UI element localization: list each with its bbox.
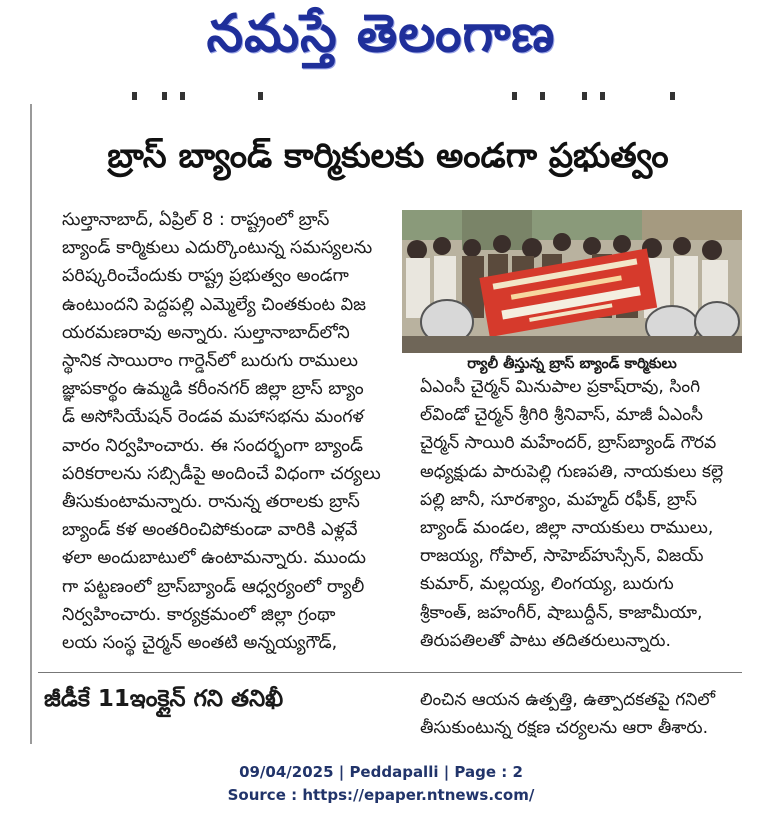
article-divider: [38, 672, 742, 673]
article-headline: బ్రాస్ బ్యాండ్ కార్మికులకు అండగా ప్రభుత్వం: [107, 136, 669, 176]
top-rule-marks: [30, 92, 762, 106]
footer-source-line: Source : https://epaper.ntnews.com/: [227, 786, 535, 804]
page-left-border: [30, 104, 32, 744]
photo-caption: ర్యాలీ తీస్తున్న బ్రాస్ బ్యాండ్ కార్మికులు: [467, 356, 677, 372]
rally-photo: [402, 210, 742, 353]
article-body-right-column: ఏఎంసీ చైర్మన్ మినుపాల ప్రకాష్‌రావు, సింగి ల్‌విండో చైర్మన్ శ్రీగిరి శ్రీనివాస్, మాజీ ఏఎంసీ చైర్మన్ సాయిరి మహేందర్, బ్రాస్‌బ్యాండ్ గౌరవ అధ్యక్షుడు పారుపెల్లి గుణపతి, నాయకులు కల్లె పల్లి జానీ, సూరశ్యాం, మహ్మద్ రఫీక్, బ్రాస్ బ్యాండ్ మండల, జిల్లా నాయకులు రాములు, రాజయ్య, గోపాల్, సాహెబ్‌హుస్సేన్, విజయ్ కుమార్, మల్లయ్య, లింగయ్య, బురుగు శ్రీకాంత్, జహంగీర్, షాబుద్దీన్, కాజామీయా, తిరుపతిలతో పాటు తదితరులున్నారు.: [420, 377, 724, 651]
second-article-headline: జీడీకే 11ఇంక్లైన్ గని తనిఖీ: [44, 686, 284, 712]
footer-date-line: 09/04/2025 | Peddapalli | Page : 2: [239, 763, 523, 781]
masthead: [0, 0, 762, 80]
second-article-body: లించిన ఆయన ఉత్పత్తి, ఉత్పాదకతపై గనిలో తీసుకుంటున్న రక్షణ చర్యలను ఆరా తీశారు.: [420, 690, 716, 738]
article-body-left-column: సుల్తానాబాద్, ఏప్రిల్ 8 : రాష్ట్రంలో బ్రాస్ బ్యాండ్ కార్మికులు ఎదుర్కొంటున్న సమస్యలను పరిష్కరించేందుకు రాష్ట్ర ప్రభుత్వం అండగా ఉంటుందని పెద్దపల్లి ఎమ్మెల్యే చింతకుంట విజ యరమణరావు అన్నారు. సుల్తానాబాద్‌లోని స్థానిక సాయిరాం గార్డెన్‌లో బురుగు రాములు జ్ఞాపకార్థం ఉమ్మడి కరీంనగర్ జిల్లా బ్రాస్ బ్యాం డ్ అసోసియేషన్ రెండవ మహాసభను మంగళ వారం నిర్వహించారు. ఈ సందర్భంగా బ్యాండ్ పరికరాలను సబ్సిడీపై అందించే విధంగా చర్యలు తీసుకుంటామన్నారు. రానున్న తరాలకు బ్రాస్ బ్యాండ్ కళ అంతరించిపోకుండా వారికి ఎళ్లవే ళలా అందుబాటులో ఉంటామన్నారు. ముందు గా పట్టణంలో బ్రాస్‌బ్యాండ్ ఆధ్వర్యంలో ర్యాలీ నిర్వహించారు. కార్యక్రమంలో జిల్లా గ్రంథా లయ సంస్థ చైర్మన్ అంతటి అన్నయ్యగౌడ్,: [62, 210, 381, 654]
newspaper-logo: నమస్తే తెలంగాణ: [206, 3, 556, 64]
